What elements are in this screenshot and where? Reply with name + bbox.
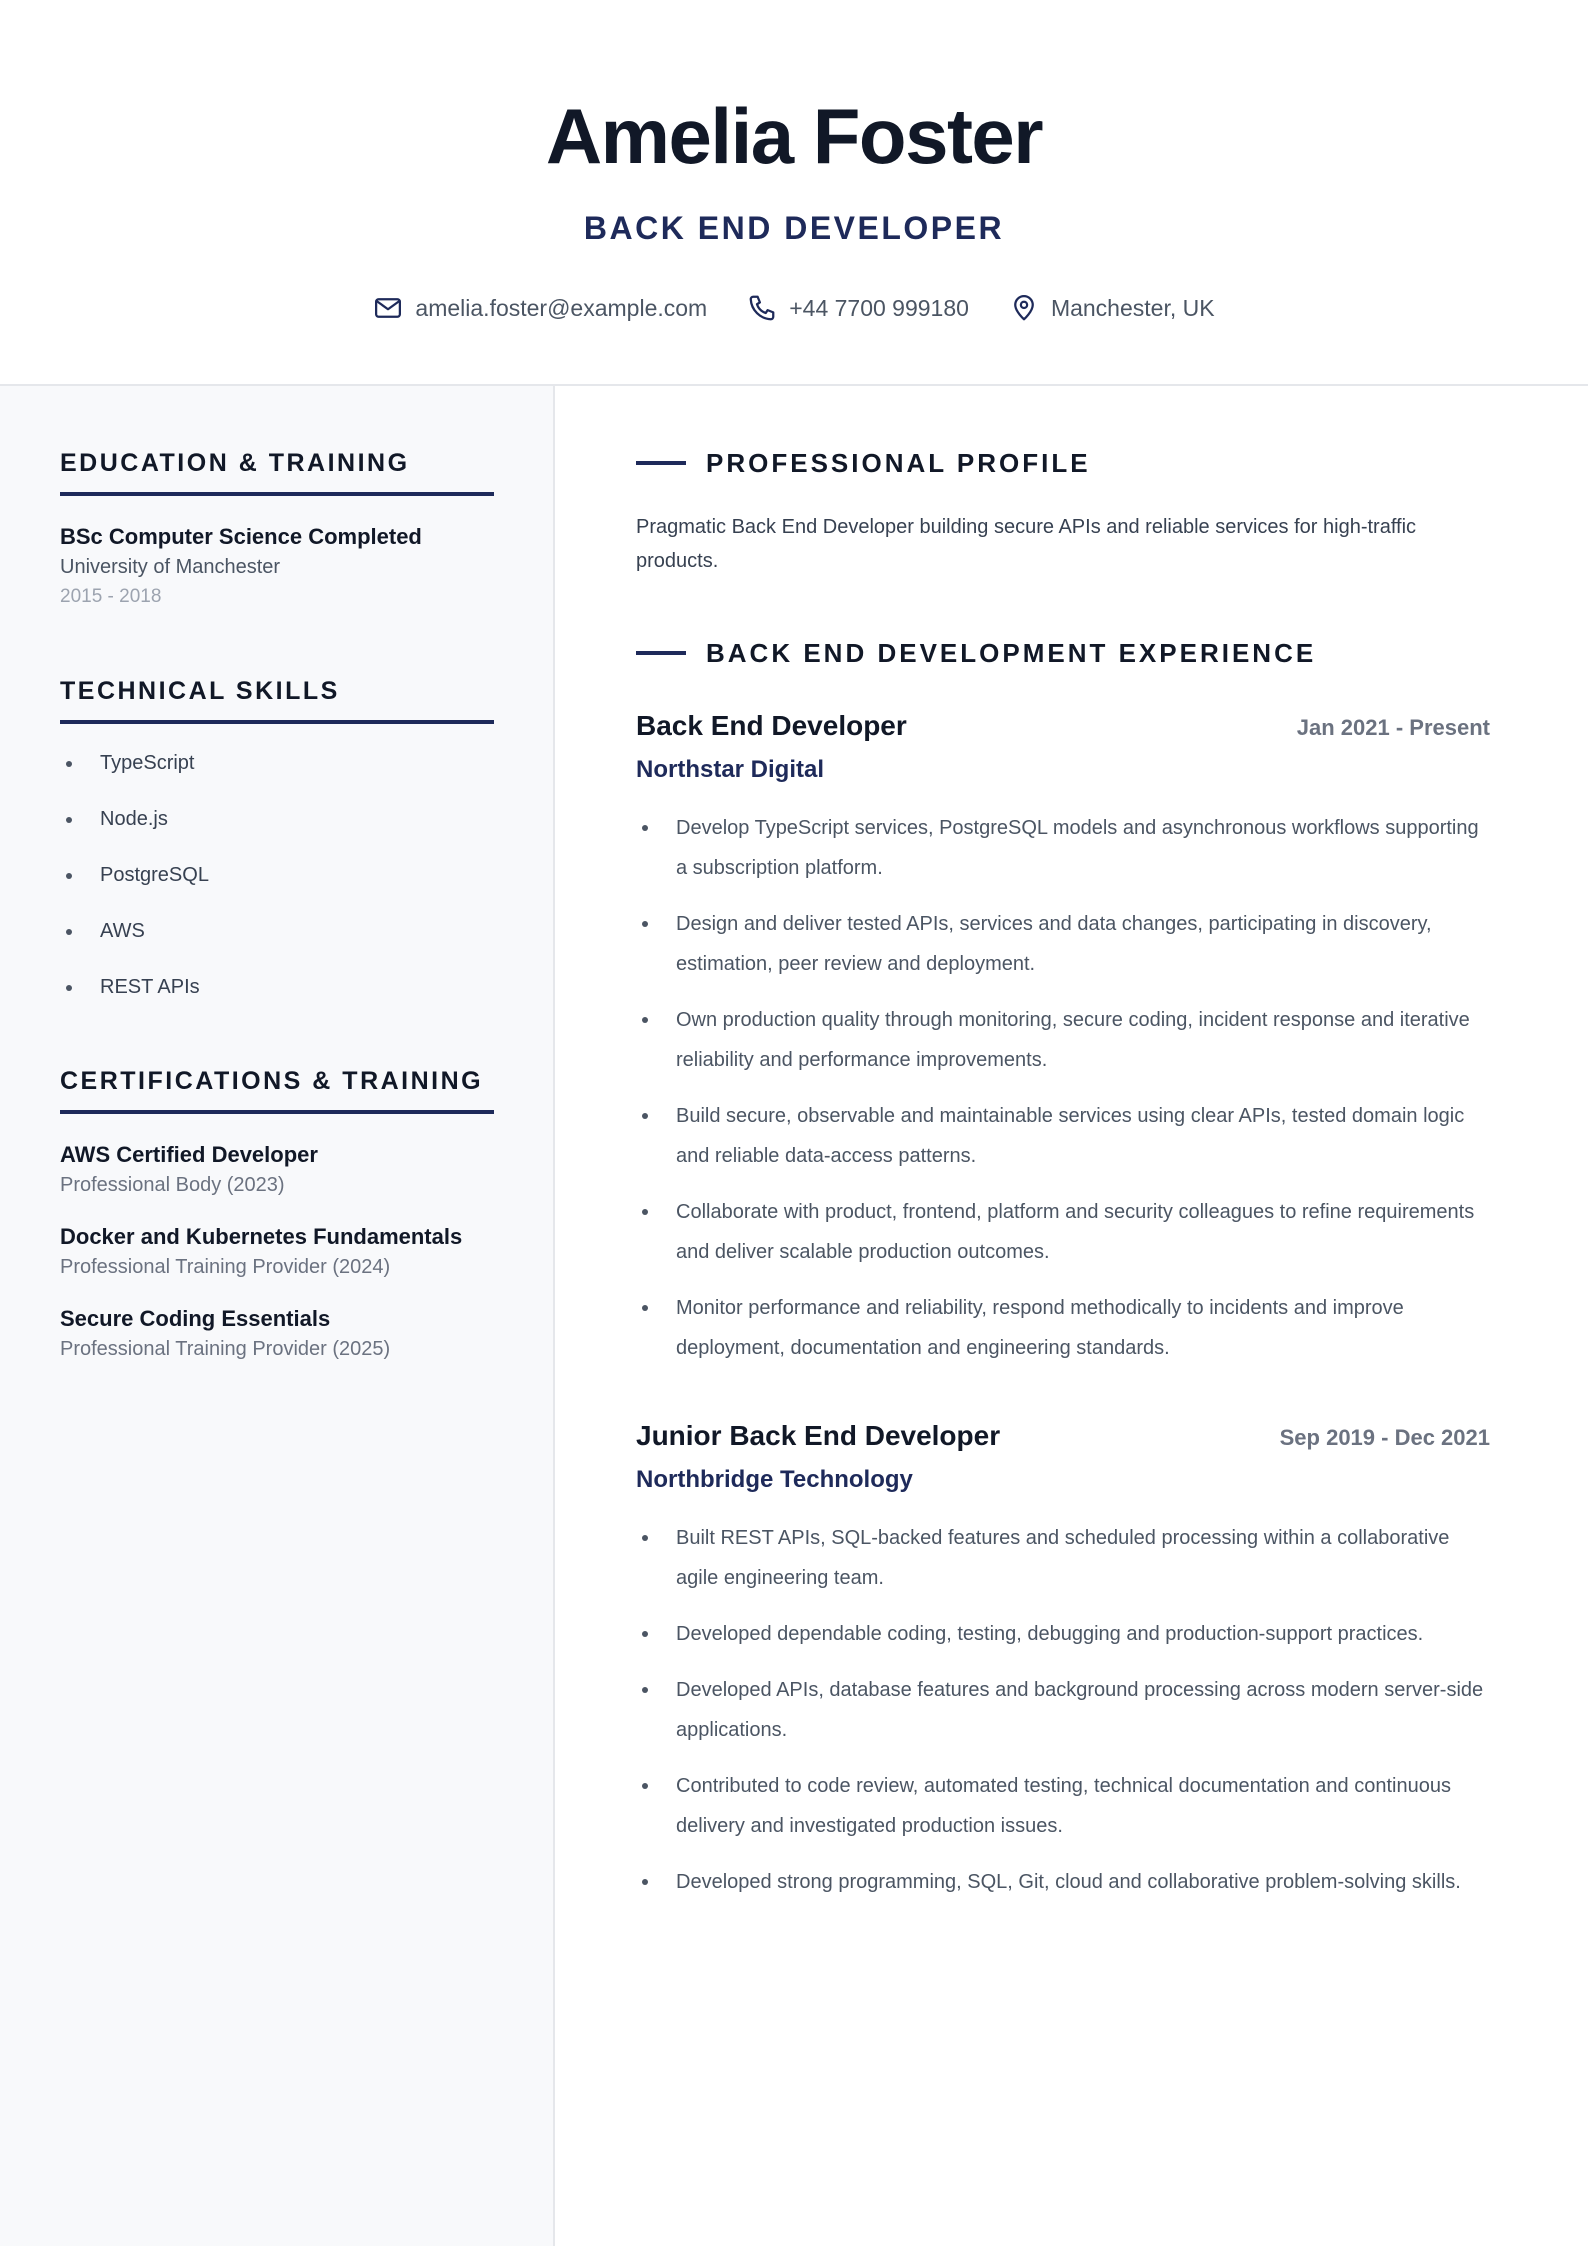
heading-accent-bar — [636, 461, 686, 465]
contact-phone[interactable] — [747, 290, 969, 326]
skill-item: TypeScript — [60, 748, 493, 778]
contact-row — [0, 290, 1588, 326]
contact-location — [1009, 290, 1215, 326]
job-bullets — [636, 808, 1490, 1368]
education-school: University of Manchester — [60, 556, 281, 578]
job-role: Back End Developer — [636, 710, 907, 741]
job-company: Northstar Digital — [636, 756, 825, 783]
job-header — [636, 708, 1490, 746]
profile-section — [636, 446, 1490, 578]
skill-item: REST APIs — [60, 972, 493, 1002]
experience-heading-row — [636, 636, 1490, 670]
education-heading: EDUCATION & TRAINING — [60, 446, 494, 496]
job-dates: Sep 2019 - Dec 2021 — [1279, 1425, 1490, 1450]
profile-text: Pragmatic Back End Developer building secure APIs and reliable services for high-traffic products. — [636, 516, 1417, 572]
sidebar — [0, 386, 555, 2246]
certification-item — [60, 1140, 493, 1200]
education-section — [60, 446, 493, 612]
education-degree: BSc Computer Science Completed — [60, 524, 422, 549]
certification-org: Professional Training Provider (2024) — [60, 1256, 391, 1278]
job-bullet: Monitor performance and reliability, respond methodically to incidents and improve deployment, documentation and engineering standards. — [636, 1288, 1490, 1368]
certification-org: Professional Body (2023) — [60, 1174, 285, 1196]
job-company: Northbridge Technology — [636, 1466, 913, 1493]
job-bullet: Develop TypeScript services, PostgreSQL models and asynchronous workflows supporting a subscription platform. — [636, 808, 1490, 888]
job-bullet: Design and deliver tested APIs, services and data changes, participating in discovery, estimation, peer review and deployment. — [636, 904, 1490, 984]
profile-heading-row — [636, 446, 1490, 480]
skill-item: Node.js — [60, 804, 493, 834]
certification-item — [60, 1304, 493, 1364]
experience-section — [636, 636, 1490, 1902]
job-entry — [636, 708, 1490, 1368]
job-entry — [636, 1418, 1490, 1902]
location-text: Manchester, UK — [1050, 295, 1215, 321]
job-bullet: Build secure, observable and maintainable services using clear APIs, tested domain logic and reliable data-access patterns. — [636, 1096, 1490, 1176]
certifications-heading: CERTIFICATIONS & TRAINING — [60, 1064, 494, 1114]
skills-list — [60, 748, 493, 1002]
certification-org: Professional Training Provider (2025) — [60, 1338, 391, 1360]
job-bullet: Own production quality through monitoring, secure coding, incident response and iterative reliability and performance improvements. — [636, 1000, 1490, 1080]
certification-name: AWS Certified Developer — [60, 1142, 318, 1167]
skills-section — [60, 674, 493, 1002]
resume-header — [0, 0, 1588, 386]
map-pin-icon — [1009, 293, 1039, 323]
phone-icon — [747, 293, 777, 323]
job-bullet: Collaborate with product, frontend, platform and security colleagues to refine requirements and deliver scalable production outcomes. — [636, 1192, 1490, 1272]
job-bullet: Developed APIs, database features and background processing across modern server-side applications. — [636, 1670, 1490, 1750]
mail-icon — [373, 293, 403, 323]
profile-heading: PROFESSIONAL PROFILE — [706, 448, 1091, 478]
job-header — [636, 1418, 1490, 1456]
phone-text: +44 7700 999180 — [789, 295, 969, 321]
contact-email[interactable] — [373, 290, 707, 326]
email-text: amelia.foster@example.com — [415, 295, 708, 321]
job-bullets — [636, 1518, 1490, 1902]
main-content — [636, 386, 1490, 1918]
education-years: 2015 - 2018 — [60, 586, 162, 607]
certification-name: Docker and Kubernetes Fundamentals — [60, 1224, 463, 1249]
job-bullet: Developed dependable coding, testing, debugging and production-support practices. — [636, 1614, 1490, 1654]
skill-item: PostgreSQL — [60, 860, 493, 890]
job-bullet: Developed strong programming, SQL, Git, cloud and collaborative problem-solving skills. — [636, 1862, 1490, 1902]
job-bullet: Contributed to code review, automated testing, technical documentation and continuous delivery and investigated production issues. — [636, 1766, 1490, 1846]
skill-item: AWS — [60, 916, 493, 946]
candidate-name: Amelia Foster — [545, 92, 1043, 180]
skills-heading: TECHNICAL SKILLS — [60, 674, 494, 724]
job-role: Junior Back End Developer — [636, 1420, 1001, 1451]
certifications-section — [60, 1064, 493, 1364]
job-dates: Jan 2021 - Present — [1296, 715, 1490, 740]
candidate-title: BACK END DEVELOPER — [583, 210, 1005, 246]
certification-name: Secure Coding Essentials — [60, 1306, 331, 1331]
job-bullet: Built REST APIs, SQL-backed features and scheduled processing within a collaborative agile engineering team. — [636, 1518, 1490, 1598]
heading-accent-bar — [636, 651, 686, 655]
experience-heading: BACK END DEVELOPMENT EXPERIENCE — [706, 638, 1317, 668]
certification-item — [60, 1222, 493, 1282]
